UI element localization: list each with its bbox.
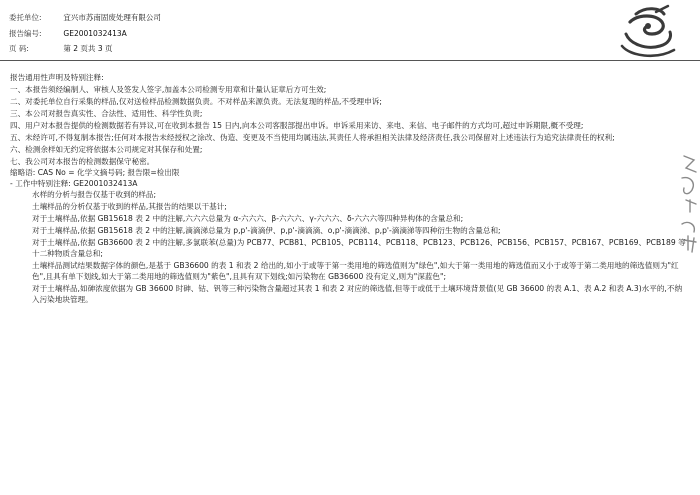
soil-note-item: 土壤样品测试结果数据字体的颜色,是基于 GB36600 的表 1 和表 2 给出的,如小于或等于第一类用地的筛选值则为"绿色",如大于第一类用地的筛选值而又小于或等于第二类用地的筛选值则为"红色",且具有单下划线,如大于第二类用地的筛选值则为"紫色",且具有双下划线;如污染物在 GB36600 没有定义,则为"深蓝色";: [32, 261, 679, 281]
soil-note-item: 对于土壤样品,依据 GB36600 表 2 中的注解,多氯联苯(总量)为 PCB77、PCB81、PCB105、PCB114、PCB118、PCB123、PCB126、PCB156、PCB157、PCB167、PCB169、PCB189 等十二种物质含量总和;: [32, 238, 686, 258]
report-number-value: GE2001032413A: [63, 29, 127, 38]
header-divider: [0, 60, 700, 61]
report-number-row: [9, 29, 127, 39]
soil-note-item: 对于土壤样品,依据 GB15618 表 2 中的注解,滴滴涕总量为 p,p'-滴滴伊、p,p'-滴滴滴、o,p'-滴滴涕、p,p'-滴滴涕等四种衍生物的含量总和;: [32, 226, 501, 235]
report-header: [0, 0, 700, 62]
declaration-title: 报告通用性声明及特别注释:: [10, 73, 104, 82]
declaration-item: 一、本报告须经编制人、审核人及签发人签字,加盖本公司检测专用章和计量认证章后方可生效;: [10, 85, 327, 94]
work-note: - 工作中特别注释: GE2001032413A: [10, 179, 138, 188]
page-row: [9, 44, 112, 54]
declaration-item: 五、未经许可,不得复制本报告;任何对本报告未经授权之涂改、伪造、变更及不当使用均属违法,其责任人将承担相关法律及经济责任,我公司保留对上述违法行为追究法律责任的权利;: [10, 133, 615, 142]
water-sample-note: 水样的分析与报告仅基于收到的样品;: [32, 190, 157, 199]
client-row: [9, 13, 161, 23]
report-body: [10, 72, 686, 305]
soil-sample-note: 土壤样品的分析仅基于收到的样品,其报告的结果以干基计;: [32, 202, 227, 211]
soil-note-item: 对于土壤样品,如砷浓度依据为 GB 36600 时砷、钴、钒等三种污染物含量超过其表 1 和表 2 对应的筛选值,但等于或低于土壤环境背景值(见 GB 36600 的表 A.1、表 A.2 和表 A.3)水平的,不纳入污染地块管理。: [32, 284, 683, 304]
declaration-item: 七、我公司对本报告的检测数据保守秘密。: [10, 157, 155, 166]
client-label: 委托单位:: [9, 13, 42, 22]
page-value: 第 2 页共 3 页: [63, 44, 113, 53]
declaration-item: 四、用户对本报告提供的检测数据若有异议,可在收到本报告 15 日内,向本公司客服部提出申诉。申诉采用来访、来电、来信、电子邮件的方式均可,超过申诉期限,概不受理;: [10, 121, 584, 130]
company-seal-logo-icon: [616, 4, 680, 60]
report-number-label: 报告编号:: [9, 29, 42, 38]
client-value: 宜兴市苏南固废处理有限公司: [63, 13, 161, 22]
declaration-item: 二、对委托单位自行采集的样品,仅对送检样品检测数据负责。不对样品来源负责。无法复现的样品,不受理申诉;: [10, 97, 382, 106]
page-label: 页 码:: [9, 44, 29, 53]
declaration-item: 六、检测余样如无约定将依据本公司规定对其保存和处置;: [10, 145, 203, 154]
abbreviations: 缩略语: CAS No = 化学文摘号码; 报告限=检出限: [10, 168, 180, 177]
soil-note-item: 对于土壤样品,依据 GB15618 表 2 中的注解,六六六总量为 α-六六六、β-六六六、γ-六六六、δ-六六六等四种异构体的含量总和;: [32, 214, 464, 223]
declaration-item: 三、本公司对报告真实性、合法性、适用性、科学性负责;: [10, 109, 203, 118]
